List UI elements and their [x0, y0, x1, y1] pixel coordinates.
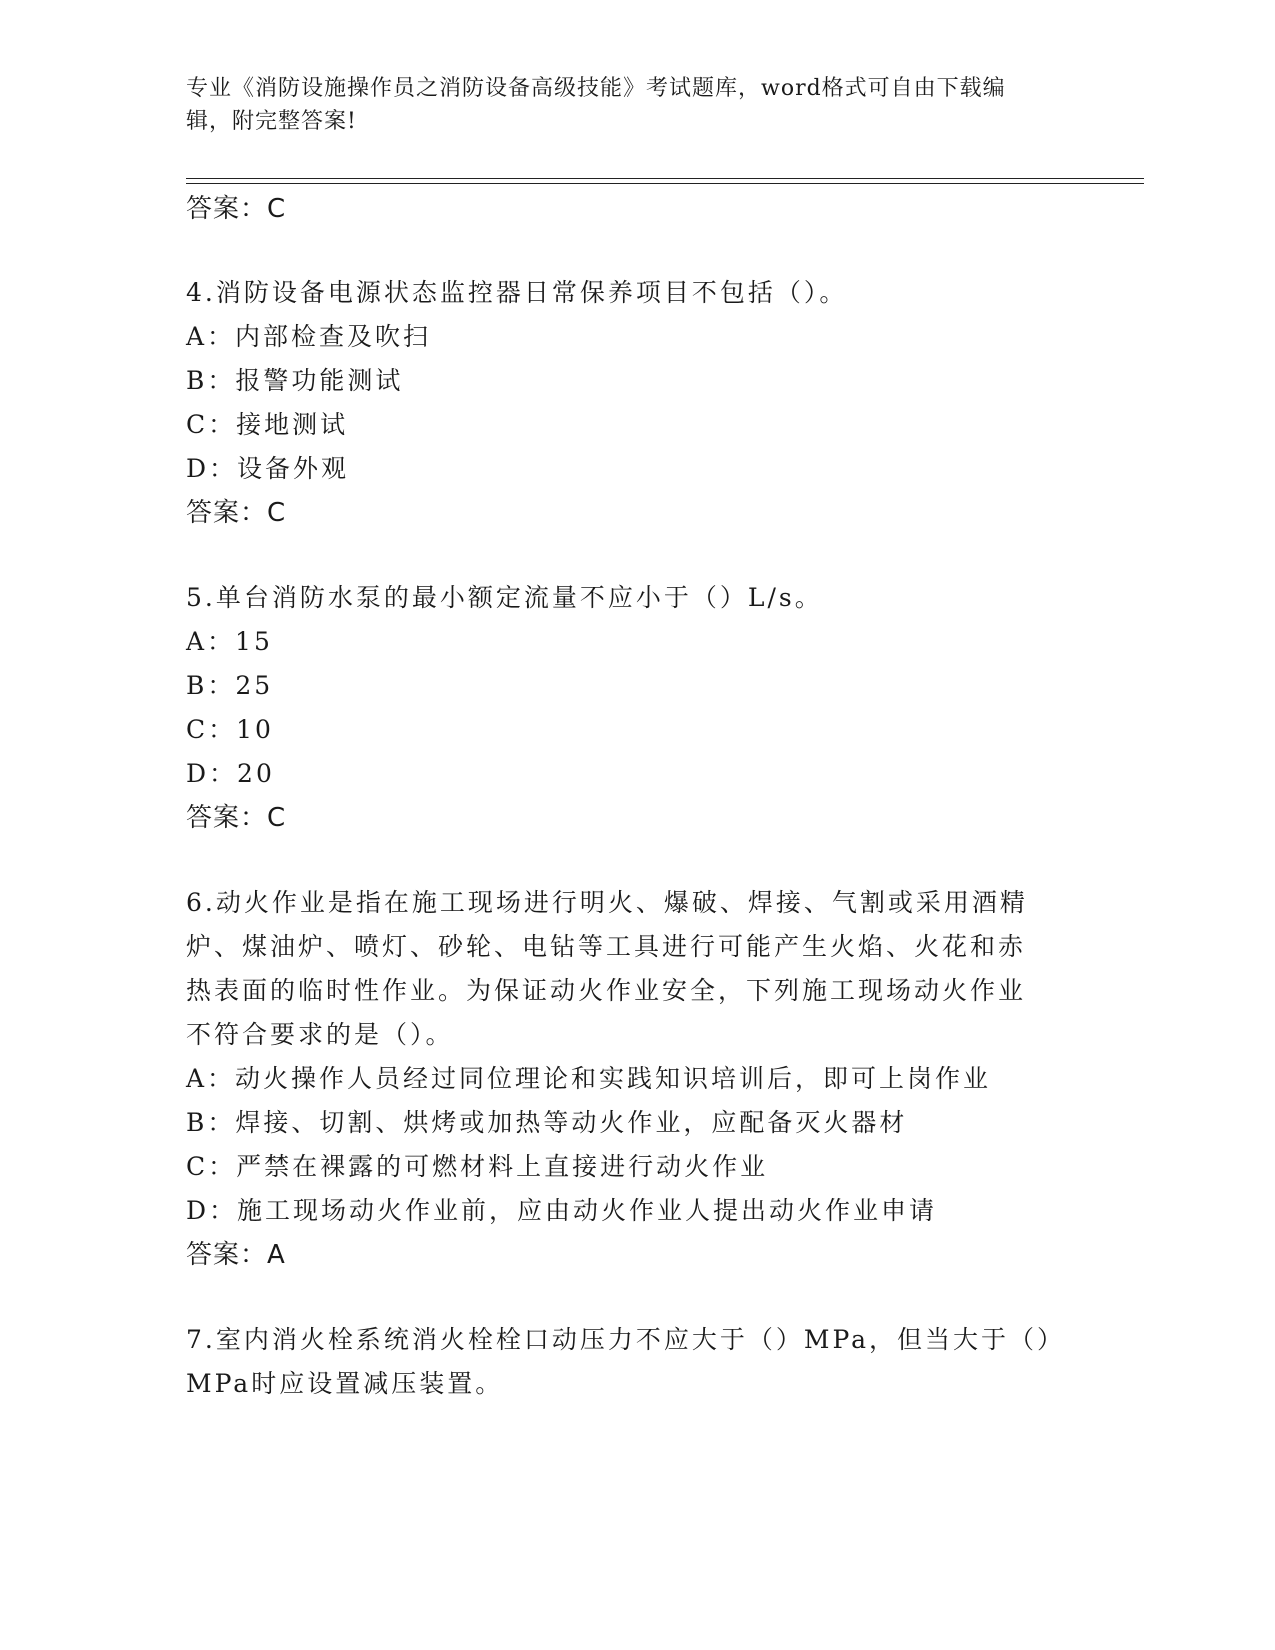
header-divider-top — [186, 178, 1144, 179]
question-7-stem-line-1: 7.室内消火栓系统消火栓栓口动压力不应大于（）MPa，但当大于（） — [186, 1325, 1066, 1354]
question-6-stem-line-1: 6.动火作业是指在施工现场进行明火、爆破、焊接、气割或采用酒精 — [186, 888, 1028, 917]
question-4-option-d: D：设备外观 — [186, 454, 350, 483]
question-5-stem: 5.单台消防水泵的最小额定流量不应小于（）L/s。 — [186, 583, 823, 612]
question-6-option-d: D：施工现场动火作业前，应由动火作业人提出动火作业申请 — [186, 1196, 938, 1225]
question-4-option-a: A：内部检查及吹扫 — [186, 322, 432, 351]
question-4-option-c: C：接地测试 — [186, 410, 349, 439]
question-6-option-b: B：焊接、切割、烘烤或加热等动火作业，应配备灭火器材 — [186, 1108, 908, 1137]
question-6-option-c: C：严禁在裸露的可燃材料上直接进行动火作业 — [186, 1152, 769, 1181]
header-divider-bottom — [186, 183, 1144, 184]
question-5-option-a: A：15 — [186, 627, 273, 656]
answer-q3: 答案：C — [186, 194, 287, 224]
question-5-option-b: B：25 — [186, 671, 274, 700]
document-header — [186, 72, 1086, 138]
question-6-stem-line-4: 不符合要求的是（）。 — [186, 1020, 454, 1049]
answer-q4: 答案：C — [186, 498, 287, 528]
question-6-stem-line-2: 炉、煤油炉、喷灯、砂轮、电钻等工具进行可能产生火焰、火花和赤 — [186, 932, 1027, 961]
question-5-option-c: C：10 — [186, 715, 274, 744]
question-5-option-d: D：20 — [186, 759, 275, 788]
answer-q5: 答案：C — [186, 803, 287, 833]
question-4-stem: 4.消防设备电源状态监控器日常保养项目不包括（）。 — [186, 278, 848, 307]
question-6-stem-line-3: 热表面的临时性作业。为保证动火作业安全，下列施工现场动火作业 — [186, 976, 1027, 1005]
question-6-option-a: A：动火操作人员经过同位理论和实践知识培训后，即可上岗作业 — [186, 1064, 992, 1093]
answer-q6: 答案：A — [186, 1240, 286, 1270]
header-line-1: 专业《消防设施操作员之消防设备高级技能》考试题库，word格式可自由下载编 — [186, 76, 1006, 101]
header-line-2: 辑，附完整答案! — [186, 109, 357, 134]
question-7-stem-line-2: MPa时应设置减压装置。 — [186, 1369, 504, 1398]
question-4-option-b: B：报警功能测试 — [186, 366, 404, 395]
